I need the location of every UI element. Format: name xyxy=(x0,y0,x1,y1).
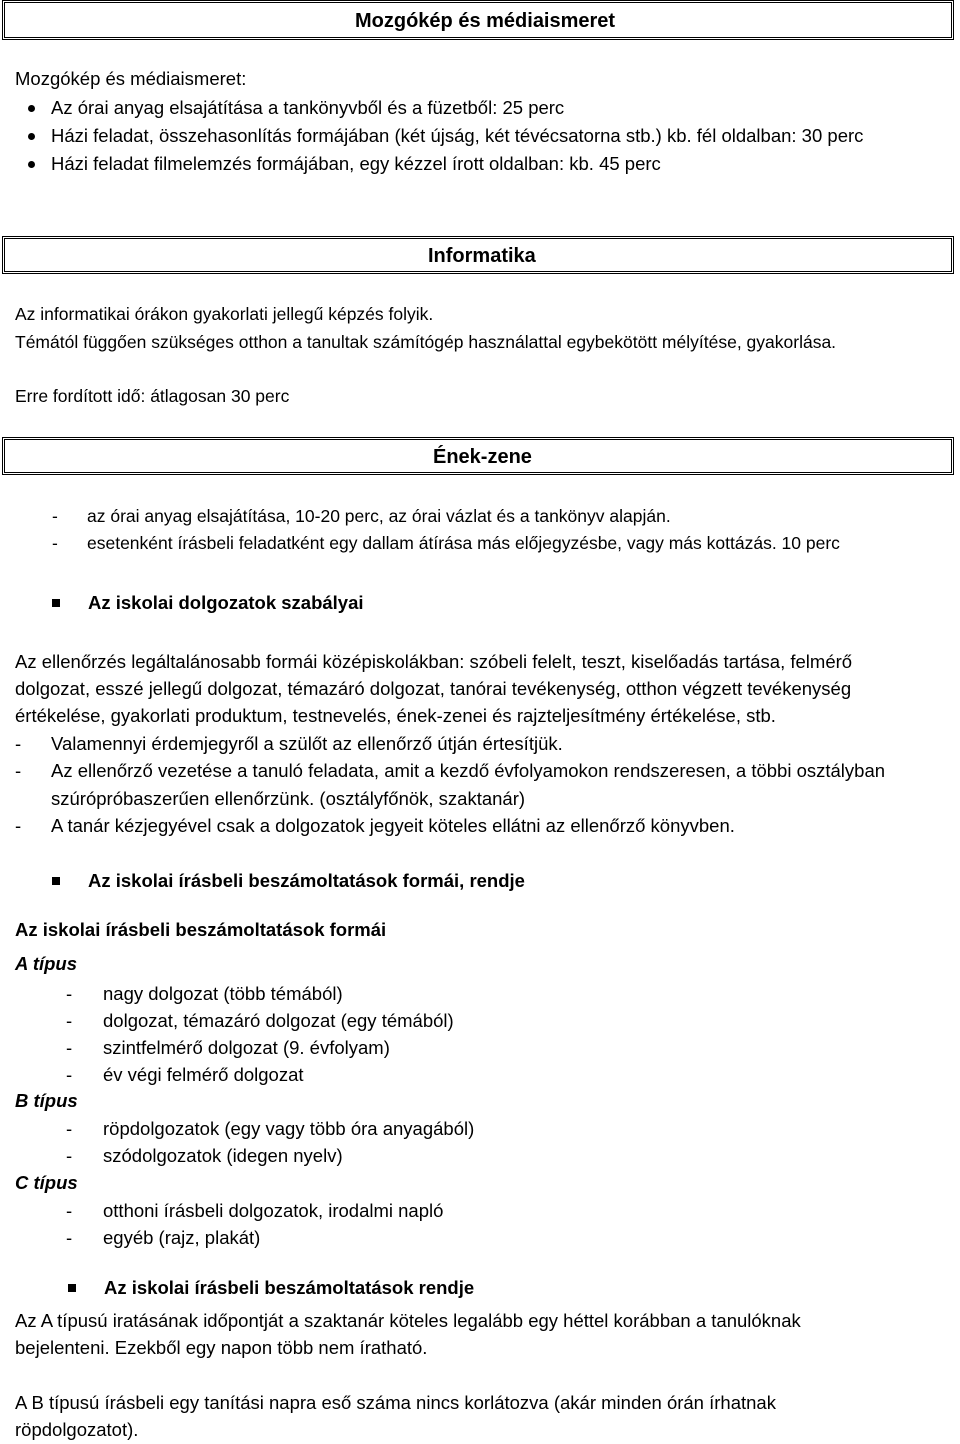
type-a-label: A típus xyxy=(15,953,78,974)
type-c-label: C típus xyxy=(15,1172,78,1193)
rendje-p1-line-1: Az A típusú iratásának időpontját a szaktanár köteles legalább egy héttel korábban a tanulóknak xyxy=(15,1310,801,1331)
mozgokep-bullet-1: Az órai anyag elsajátítása a tankönyvből és a füzetből: 25 perc xyxy=(51,97,565,118)
type-a-item-4: év végi felmérő dolgozat xyxy=(103,1064,304,1085)
bullet-icon xyxy=(28,161,35,168)
type-c-item-2: egyéb (rajz, plakát) xyxy=(103,1227,261,1248)
square-bullet-icon xyxy=(68,1284,76,1292)
dash-icon: - xyxy=(66,1118,73,1139)
type-a-item-1: nagy dolgozat (több témából) xyxy=(103,983,343,1004)
informatika-title: Informatika xyxy=(428,245,536,267)
dash-icon: - xyxy=(15,733,22,754)
dash-icon: - xyxy=(66,1064,73,1085)
dolgozatok-para-2: dolgozat, esszé jellegű dolgozat, témazáró dolgozat, tanórai tevékenység, otthon végzett tevékenység xyxy=(15,678,852,699)
dash-icon: - xyxy=(15,760,22,781)
type-b-item-2: szódolgozatok (idegen nyelv) xyxy=(103,1145,343,1166)
dash-icon: - xyxy=(66,1010,73,1031)
dolgozatok-para-1: Az ellenőrzés legáltalánosabb formái középiskolákban: szóbeli felelt, teszt, kiselőadás tartása, felmérő xyxy=(15,651,853,672)
type-b-label: B típus xyxy=(15,1090,78,1111)
page-title-box xyxy=(2,0,954,40)
square-bullet-icon xyxy=(52,599,60,607)
mozgokep-bullet-3: Házi feladat filmelemzés formájában, egy kézzel írott oldalban: kb. 45 perc xyxy=(51,153,661,174)
enekzene-title: Ének-zene xyxy=(433,446,532,468)
enekzene-title-box xyxy=(2,437,954,475)
dash-icon: - xyxy=(66,1037,73,1058)
rendje-p1-line-2: bejelenteni. Ezekből egy napon több nem íratható. xyxy=(15,1337,428,1358)
rendje-p2-line-1: A B típusú írásbeli egy tanítási napra eső száma nincs korlátozva (akár minden órán írhatnak xyxy=(15,1392,776,1413)
mozgokep-intro: Mozgókép és médiaismeret: xyxy=(15,68,247,89)
dash-icon: - xyxy=(52,506,58,526)
bullet-icon xyxy=(28,133,35,140)
mozgokep-bullet-2: Házi feladat, összehasonlítás formájában (két újság, két tévécsatorna stb.) kb. fél oldalban: 30 perc xyxy=(51,125,864,146)
dolgozatok-dash-2b: szúrópróbaszerűen ellenőrzünk. (osztályfőnök, szaktanár) xyxy=(51,788,526,809)
type-a-item-3: szintfelmérő dolgozat (9. évfolyam) xyxy=(103,1037,390,1058)
dash-icon: - xyxy=(66,1227,73,1248)
square-bullet-icon xyxy=(52,877,60,885)
informatika-line-1: Az informatikai órákon gyakorlati jellegű képzés folyik. xyxy=(15,304,434,324)
formak-heading: Az iskolai írásbeli beszámoltatások formái, rendje xyxy=(88,870,525,891)
dash-icon: - xyxy=(52,533,58,553)
dolgozatok-para-3: értékelése, gyakorlati produktum, testnevelés, ének-zenei és rajzteljesítmény értékelése, stb. xyxy=(15,705,776,726)
bullet-icon xyxy=(28,105,35,112)
type-a-item-2: dolgozat, témazáró dolgozat (egy témából) xyxy=(103,1010,454,1031)
dolgozatok-dash-1: Valamennyi érdemjegyről a szülőt az ellenőrző útján értesítjük. xyxy=(51,733,563,754)
dolgozatok-dash-2a: Az ellenőrző vezetése a tanuló feladata, amit a kezdő évfolyamokon rendszeresen, a többi osztályban xyxy=(51,760,886,781)
informatika-line-2: Témától függően szükséges otthon a tanultak számítógép használattal egybekötött mélyítése, gyakorlása. xyxy=(15,332,837,352)
dash-icon: - xyxy=(66,1145,73,1166)
informatika-line-3: Erre fordított idő: átlagosan 30 perc xyxy=(15,386,290,406)
dash-icon: - xyxy=(66,983,73,1004)
dash-icon: - xyxy=(15,815,22,836)
type-c-item-1: otthoni írásbeli dolgozatok, irodalmi napló xyxy=(103,1200,444,1221)
dash-icon: - xyxy=(66,1200,73,1221)
page-title: Mozgókép és médiaismeret xyxy=(355,10,616,32)
type-b-item-1: röpdolgozatok (egy vagy több óra anyagából) xyxy=(103,1118,475,1139)
enekzene-item-1: az órai anyag elsajátítása, 10-20 perc, az órai vázlat és a tankönyv alapján. xyxy=(87,506,671,526)
formak-subheading: Az iskolai írásbeli beszámoltatások formái xyxy=(15,919,387,940)
rendje-heading: Az iskolai írásbeli beszámoltatások rendje xyxy=(104,1277,475,1298)
dolgozatok-dash-3: A tanár kézjegyével csak a dolgozatok jegyeit köteles ellátni az ellenőrző könyvben. xyxy=(51,815,735,836)
rendje-p2-line-2: röpdolgozatot). xyxy=(15,1419,139,1440)
enekzene-item-2: esetenként írásbeli feladatként egy dallam átírása más előjegyzésbe, vagy más kottázás. 10 perc xyxy=(87,533,840,553)
dolgozatok-heading: Az iskolai dolgozatok szabályai xyxy=(88,592,364,613)
informatika-title-box xyxy=(2,236,954,274)
